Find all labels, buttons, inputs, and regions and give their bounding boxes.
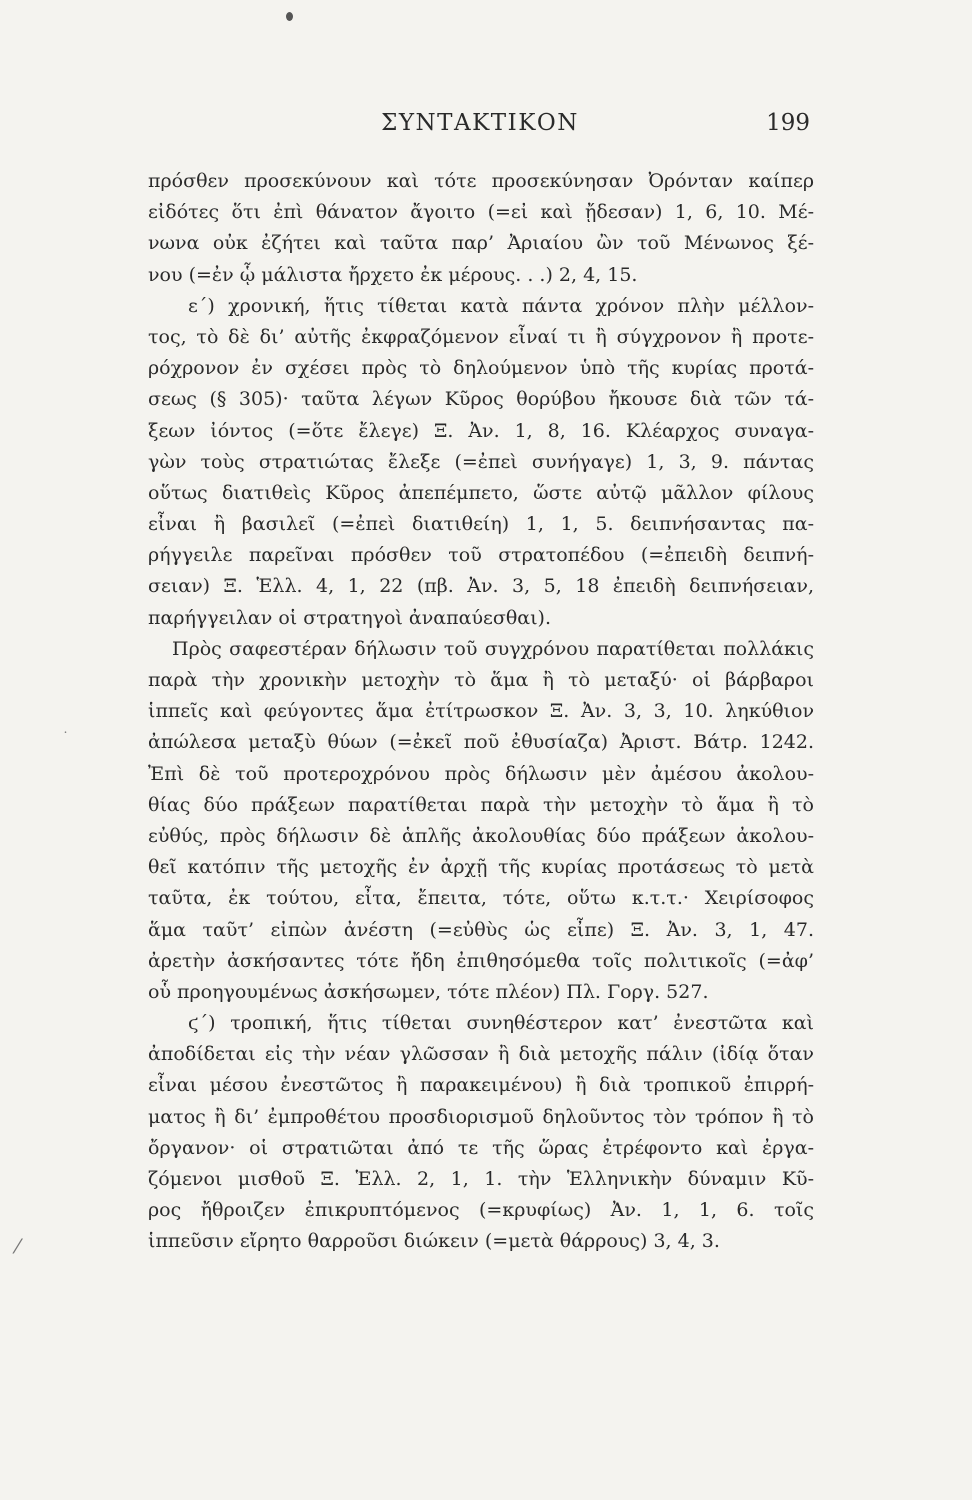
page-number: 199	[766, 110, 810, 136]
text-line: ἀπώλεσα μεταξὺ θύων (=ἐκεῖ ποῦ ἐθυσίαζα) Ἀριστ. Βάτρ. 1242.	[148, 731, 814, 754]
text-line: νωνα οὐκ ἐζήτει καὶ ταῦτα παρ’ Ἀριαίου ὢν τοῦ Μένωνος ξέ-	[148, 232, 814, 255]
text-line: θεῖ κατόπιν τῆς μετοχῆς ἐν ἀρχῇ τῆς κυρίας προτάσεως τὸ μετὰ	[148, 856, 814, 879]
text-line: ρόχρονον ἐν σχέσει πρὸς τὸ δηλούμενον ὑπὸ τῆς κυρίας προτά-	[148, 357, 814, 380]
text-line: σειαν) Ξ. Ἑλλ. 4, 1, 22 (πβ. Ἀν. 3, 5, 18 ἐπειδὴ δειπνήσειαν,	[148, 575, 814, 598]
text-line: σεως (§ 305)· ταῦτα λέγων Κῦρος θορύβου ἤκουσε διὰ τῶν τά-	[148, 388, 814, 411]
text-line: ϛ΄) τροπική, ἥτις τίθεται συνηθέστερον κατ’ ἐνεστῶτα καὶ	[188, 1012, 814, 1035]
text-line: ταῦτα, ἐκ τούτου, εἶτα, ἔπειτα, τότε, οὕτω κ.τ.τ.· Χειρίσοφος	[148, 887, 814, 910]
text-line: εἶναι μέσου ἐνεστῶτος ἢ παρακειμένου) ἢ διὰ τροπικοῦ ἐπιρρή-	[148, 1074, 814, 1097]
running-title: ΣΥΝΤΑΚΤΙΚΟΝ	[381, 110, 579, 136]
scan-speck	[286, 12, 293, 21]
text-line: ρήγγειλε παρεῖναι πρόσθεν τοῦ στρατοπέδου (=ἐπειδὴ δειπνή-	[148, 544, 814, 567]
text-line: εἶναι ἢ βασιλεῖ (=ἐπεὶ διατιθείη) 1, 1, 5. δειπνήσαντας πα-	[148, 513, 814, 536]
text-line: παρὰ τὴν χρονικὴν μετοχὴν τὸ ἅμα ἢ τὸ μεταξύ· οἱ βάρβαροι	[148, 669, 814, 691]
text-line: οὕτως διατιθεὶς Κῦρος ἀπεπέμπετο, ὥστε αὐτῷ μᾶλλον φίλους	[148, 481, 814, 504]
text-line: εὐθύς, πρὸς δήλωσιν δὲ ἁπλῆς ἀκολουθίας δύο πράξεων ἀκολου-	[148, 824, 814, 847]
text-line: νου (=ἐν ᾧ μάλιστα ἤρχετο ἐκ μέρους. . .) 2, 4, 15.	[148, 263, 638, 286]
page-header	[150, 110, 810, 150]
text-line: ε΄) χρονική, ἥτις τίθεται κατὰ πάντα χρόνον πλὴν μέλλον-	[188, 294, 814, 317]
text-line: παρήγγειλαν οἱ στρατηγοὶ ἀναπαύεσθαι).	[148, 606, 551, 629]
margin-pencil-mark: ˙	[62, 730, 69, 746]
text-line: Ἐπὶ δὲ τοῦ προτεροχρόνου πρὸς δήλωσιν μὲν ἀμέσου ἀκολου-	[148, 762, 814, 785]
text-line: ἱππεῖς καὶ φεύγοντες ἅμα ἐτίτρωσκον Ξ. Ἀν. 3, 3, 10. ληκύθιον	[148, 700, 814, 723]
text-line: ματος ἢ δι’ ἐμπροθέτου προσδιορισμοῦ δηλοῦντος τὸν τρόπον ἢ τὸ	[148, 1105, 814, 1128]
text-line: ἀρετὴν ἀσκήσαντες τότε ἤδη ἐπιθησόμεθα τοῖς πολιτικοῖς (=ἀφ’	[148, 949, 814, 972]
text-line: ρος ἤθροιζεν ἐπικρυπτόμενος (=κρυφίως) Ἀν. 1, 1, 6. τοῖς	[148, 1199, 814, 1222]
text-line: πρόσθεν προσεκύνουν καὶ τότε προσεκύνησαν Ὀρόνταν καίπερ	[148, 170, 814, 192]
text-line: Πρὸς σαφεστέραν δήλωσιν τοῦ συγχρόνου παρατίθεται πολλάκις	[172, 637, 814, 660]
text-line: εἰδότες ὅτι ἐπὶ θάνατον ἄγοιτο (=εἰ καὶ ᾔδεσαν) 1, 6, 10. Μέ-	[148, 201, 814, 224]
text-line: ξεων ἰόντος (=ὅτε ἔλεγε) Ξ. Ἀν. 1, 8, 16. Κλέαρχος συναγα-	[148, 419, 814, 442]
text-body	[148, 166, 814, 1258]
margin-pencil-mark: ⁄	[16, 1234, 20, 1258]
text-line: ὄργανον· οἱ στρατιῶται ἀπό τε τῆς ὥρας ἐτρέφοντο καὶ ἐργα-	[148, 1136, 814, 1159]
text-line: ἀποδίδεται εἰς τὴν νέαν γλῶσσαν ἢ διὰ μετοχῆς πάλιν (ἰδίᾳ ὅταν	[148, 1043, 814, 1066]
text-line: ἱππεῦσιν εἴρητο θαρροῦσι διώκειν (=μετὰ θάρρους) 3, 4, 3.	[148, 1230, 720, 1253]
text-line: ἅμα ταῦτ’ εἰπὼν ἀνέστη (=εὐθὺς ὡς εἶπε) Ξ. Ἀν. 3, 1, 47.	[148, 918, 814, 941]
text-line: γὼν τοὺς στρατιώτας ἔλεξε (=ἐπεὶ συνήγαγε) 1, 3, 9. πάντας	[148, 450, 814, 473]
text-line: τος, τὸ δὲ δι’ αὐτῆς ἐκφραζόμενον εἶναί τι ἢ σύγχρονον ἢ προτε-	[148, 325, 814, 348]
text-line: ζόμενοι μισθοῦ Ξ. Ἑλλ. 2, 1, 1. τὴν Ἑλληνικὴν δύναμιν Κῦ-	[148, 1168, 814, 1190]
text-line: θίας δύο πράξεων παρατίθεται παρὰ τὴν μετοχὴν τὸ ἅμα ἢ τὸ	[148, 793, 814, 816]
text-line: οὗ προηγουμένως ἀσκήσωμεν, τότε πλέον) Πλ. Γοργ. 527.	[148, 980, 709, 1003]
